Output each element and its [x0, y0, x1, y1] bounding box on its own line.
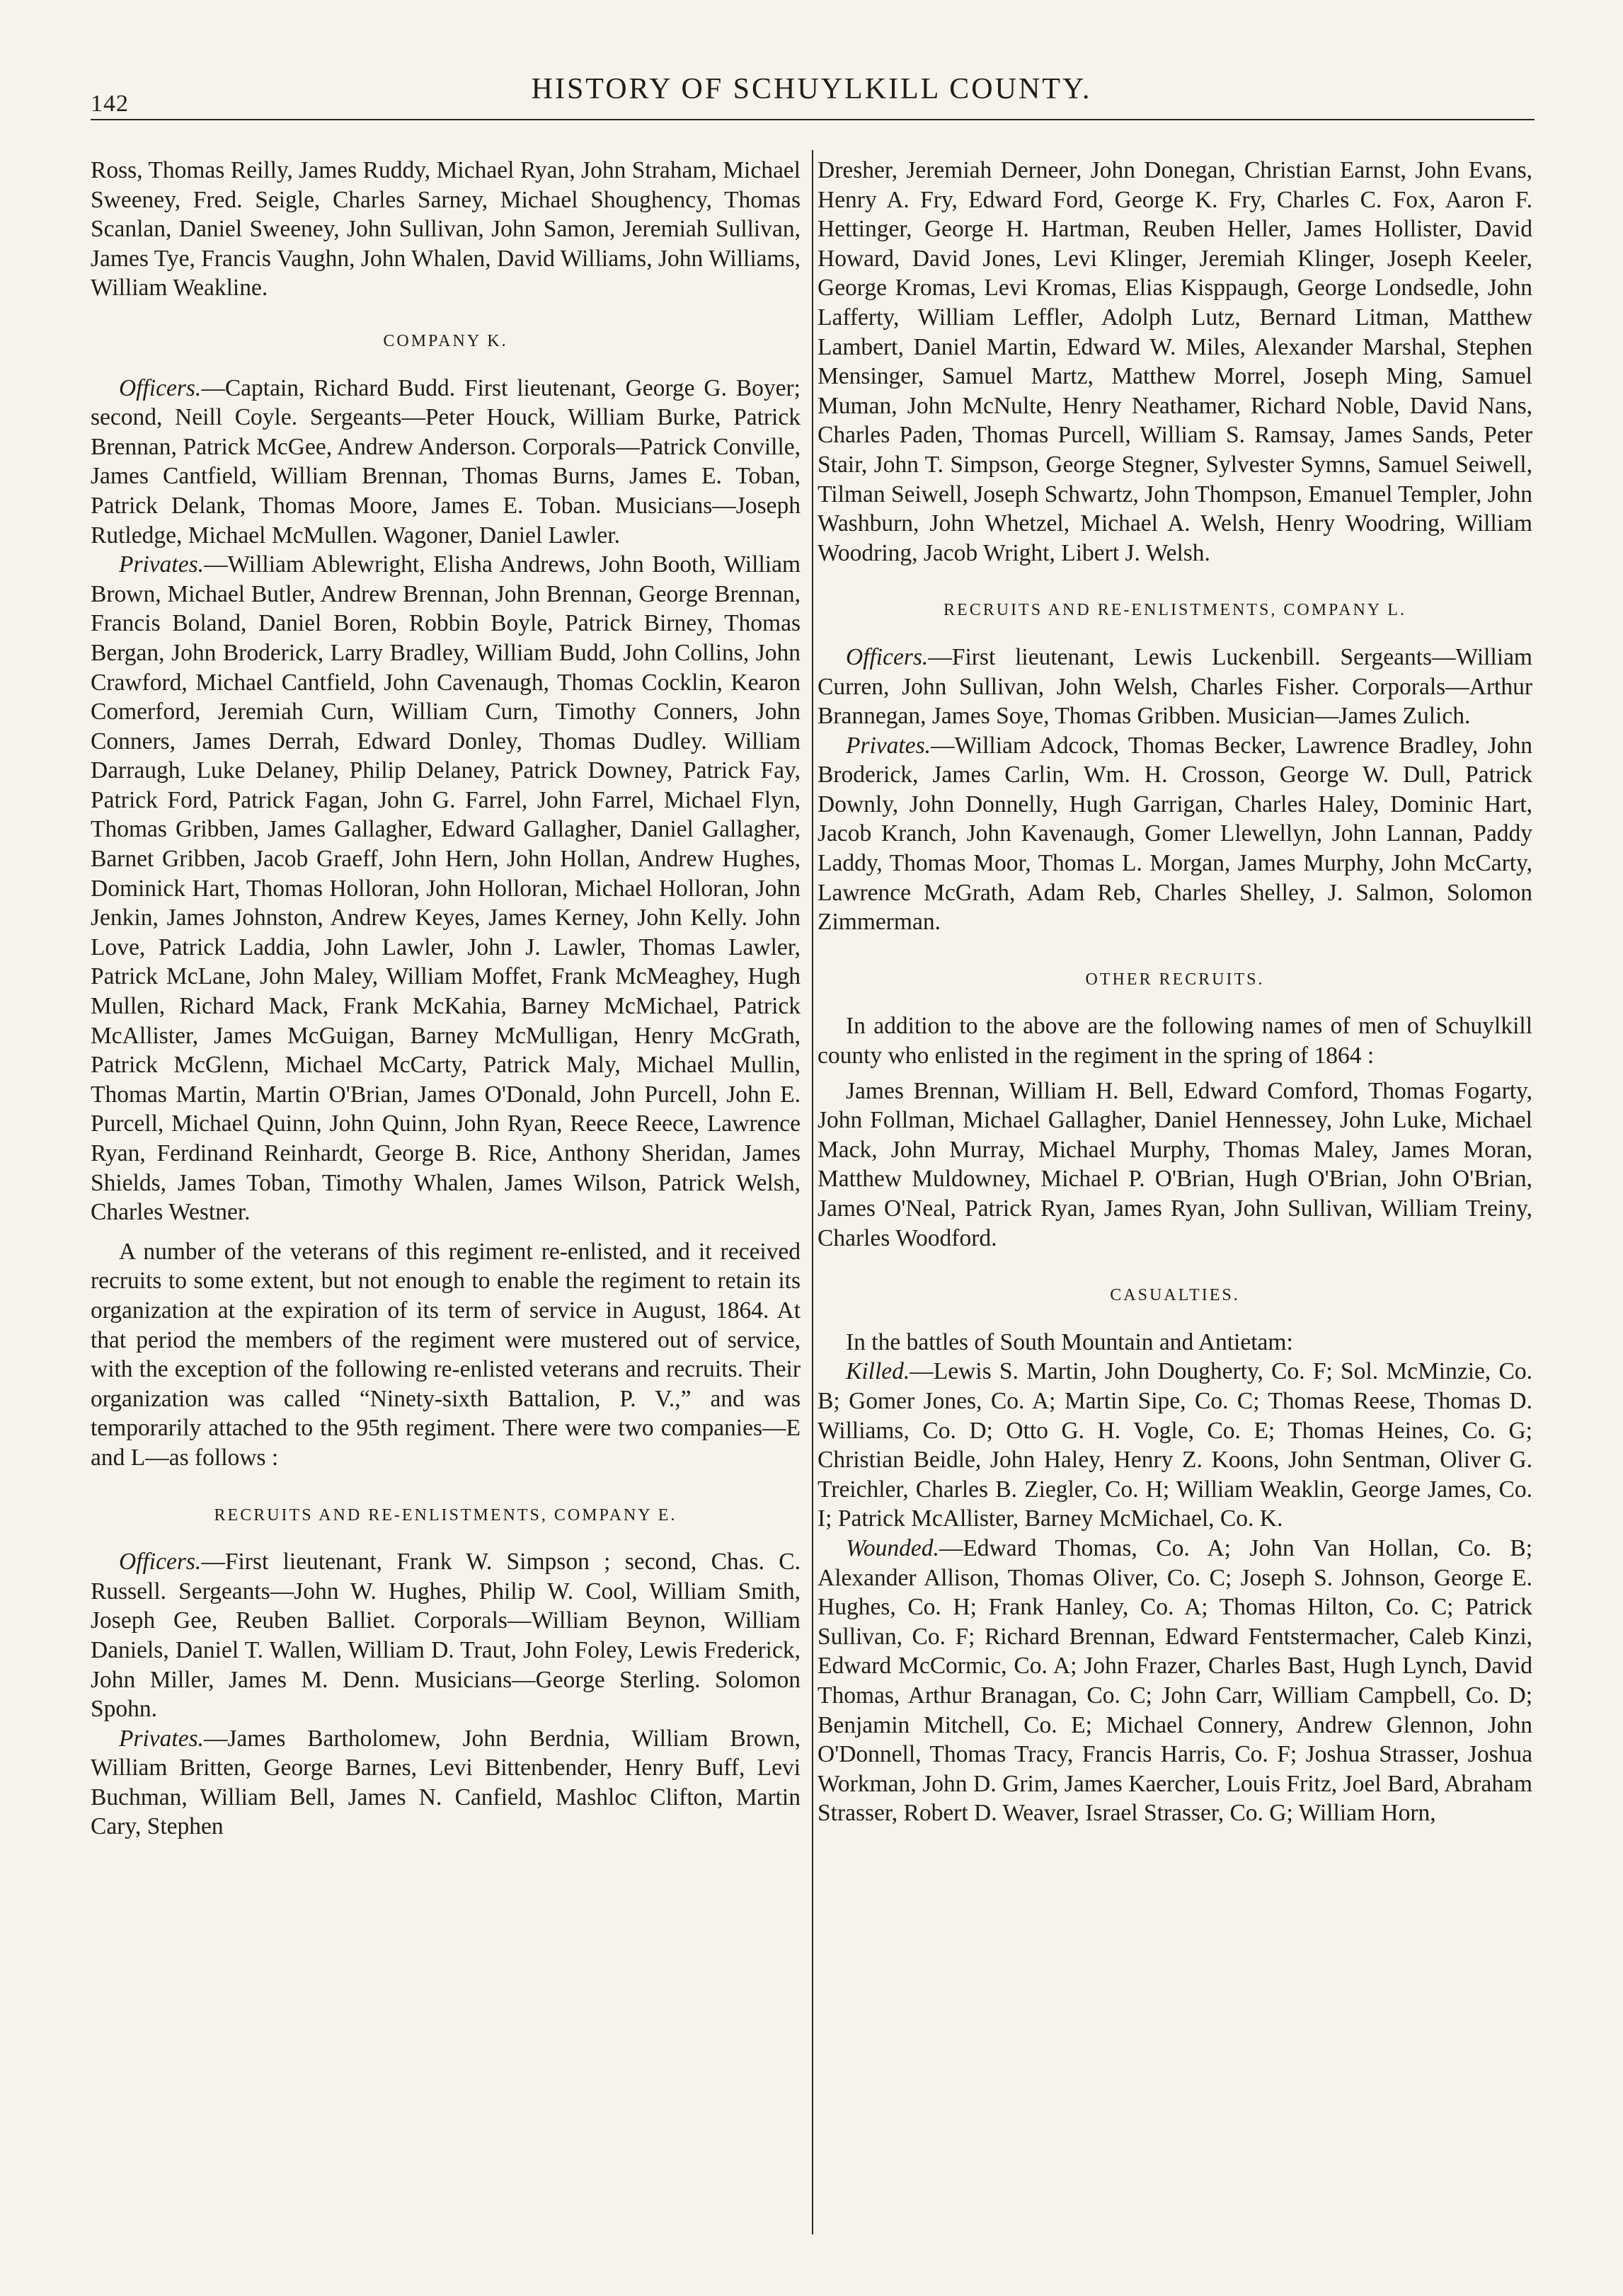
officers-text: —Captain, Richard Budd. First lieutenant, George G. Boyer; second, Neill Coyle. Sergeants—Peter Houck, William Burke, Patrick Brennan, Patrick McGee, Andrew Anderson. Corporals—Patrick Conville, James Cantfield, William Brennan, Thomas Burns, James E. Toban, Patrick Delank, Thomas Moore, James E. Toban. Musicians—Joseph Rutledge, Michael McMullen. Wagoner, Daniel Lawler.: [91, 374, 801, 549]
company-k-officers: [91, 374, 801, 551]
killed-text: —Lewis S. Martin, John Dougherty, Co. F; Sol. McMinzie, Co. B; Gomer Jones, Co. A; Martin Sipe, Co. C; Thomas Reese, Thomas D. Williams, Co. D; Otto G. H. Vogle, Co. E; Thomas Heines, Co. G; Christian Beidle, John Haley, Henry Z. Koons, John Sentman, Oliver G. Treichler, Charles B. Ziegler, Co. H; William Weaklin, George James, Co. I; Patrick McAllister, Barney McMichael, Co. K.: [818, 1358, 1532, 1532]
company-k-privates: [91, 550, 801, 1227]
officers-label: Officers.: [119, 1549, 202, 1575]
right-column: [818, 156, 1532, 1828]
privates-label: Privates.: [846, 732, 931, 759]
paragraph-company-e-continued: Dresher, Jeremiah Derneer, John Donegan, Christian Earnst, John Evans, Henry A. Fry, Edward Ford, George K. Fry, Charles C. Fox, Aaron F. Hettinger, George H. Hartman, Reuben Heller, James Hollister, David Howard, David Jones, Levi Klinger, Jeremiah Klinger, Joseph Keeler, George Kromas, Levi Kromas, Elias Kisppaugh, George Londsedle, John Lafferty, William Leffler, Adolph Lutz, Bernard Litman, Matthew Lambert, Daniel Martin, Edward W. Miles, Alexander Marshal, Stephen Mensinger, Samuel Martz, Matthew Morrel, Joseph Ming, Samuel Muman, John McNulte, Henry Neathamer, Richard Noble, David Nans, Charles Paden, Thomas Purcell, William S. Ramsay, James Sands, Peter Stair, John T. Simpson, George Stegner, Sylvester Symns, Samuel Seiwell, Tilman Seiwell, Joseph Schwartz, John Thompson, Emanuel Templer, John Washburn, John Whetzel, Michael A. Welsh, Henry Woodring, William Woodring, Jacob Wright, Libert J. Welsh.: [818, 157, 1532, 566]
casualties-killed: [818, 1357, 1532, 1534]
privates-label: Privates.: [119, 551, 205, 578]
heading-company-l: RECRUITS AND RE-ENLISTMENTS, COMPANY L.: [944, 601, 1406, 620]
heading-company-k: COMPANY K.: [383, 331, 508, 350]
paragraph-company-i-continued: Ross, Thomas Reilly, James Ruddy, Michael Ryan, John Straham, Michael Sweeney, Fred. Seigle, Charles Sarney, Michael Shoughency, Thomas Scanlan, Daniel Sweeney, John Sullivan, John Samon, Jeremiah Sullivan, James Tye, Francis Vaughn, John Whalen, David Williams, John Williams, William Weakline.: [91, 157, 801, 302]
officers-text: —First lieutenant, Frank W. Simpson ; second, Chas. C. Russell. Sergeants—John W. Hughes, Philip W. Cool, William Smith, Joseph Gee, Reuben Balliet. Corporals—William Beynon, William Daniels, Daniel T. Wallen, William D. Traut, John Foley, Lewis Frederick, John Miller, James M. Denn. Musicians—George Sterling. Solomon Spohn.: [91, 1549, 801, 1723]
privates-text: —William Ablewright, Elisha Andrews, John Booth, William Brown, Michael Butler, Andrew Brennan, John Brennan, George Brennan, Francis Boland, Daniel Boren, Robbin Boyle, Patrick Birney, Thomas Bergan, John Broderick, Larry Bradley, William Budd, John Collins, John Crawford, Michael Cantfield, John Cavenaugh, Thomas Cocklin, Kearon Comerford, Jeremiah Curn, William Curn, Timothy Conners, John Conners, James Derrah, Edward Donley, Thomas Dudley. William Darraugh, Luke Delaney, Philip Delaney, Patrick Downey, Patrick Fay, Patrick Ford, Patrick Fagan, John G. Farrel, John Farrel, Michael Flyn, Thomas Gribben, James Gallagher, Edward Gallagher, Daniel Gallagher, Barnet Gribben, Jacob Graeff, John Hern, John Hollan, Andrew Hughes, Dominick Hart, Thomas Holloran, John Holloran, Michael Holloran, John Jenkin, James Johnston, Andrew Keyes, James Kerney, John Kelly. John Love, Patrick Laddia, John Lawler, John J. Lawler, Thomas Lawler, Patrick McLane, John Maley, William Moffet, Frank McMeaghey, Hugh Mullen, Richard Mack, Frank McKahia, Barney McMichael, Patrick McAllister, James McGuigan, Barney McMulligan, Henry McGrath, Patrick McGlenn, Michael McCarty, Patrick Maly, Michael Mullin, Thomas Martin, Martin O'Brian, James O'Donald, John Purcell, John E. Purcell, Michael Quinn, John Quinn, John Ryan, Reece Reece, Lawrence Ryan, Ferdinand Reinhardt, George B. Rice, Anthony Sheridan, James Shields, James Toban, Timothy Whalen, James Wilson, Patrick Welsh, Charles Westner.: [91, 551, 801, 1226]
officers-label: Officers.: [846, 643, 929, 670]
paragraph-veterans: A number of the veterans of this regiment re-enlisted, and it received recruits to some extent, but not enough to enable the regiment to retain its organization at the expiration of its term of service in August, 1864. At that period the members of the regiment were mustered out of service, with the exception of the following re-enlisted veterans and recruits. Their organization was called “Ninety-sixth Battalion, P. V.,” and was temporarily attached to the 95th regiment. There were two companies—E and L—as follows :: [91, 1238, 801, 1471]
company-e-officers: [91, 1547, 801, 1724]
paragraph-other-recruits-intro: In addition to the above are the following names of men of Schuylkill county who enlisted in the regiment in the spring of 1864 :: [818, 1013, 1532, 1069]
paragraph-battles: In the battles of South Mountain and Antietam:: [846, 1328, 1293, 1355]
privates-text: —William Adcock, Thomas Becker, Lawrence Bradley, John Broderick, James Carlin, Wm. H. Crosson, George W. Dull, Patrick Downly, John Donnelly, Hugh Garrigan, Charles Haley, Dominic Hart, Jacob Kranch, John Kavenaugh, Gomer Llewellyn, John Lannan, Paddy Laddy, Thomas Moor, Thomas L. Morgan, James Murphy, John McCarty, Lawrence McGrath, Adam Reb, Charles Shelley, J. Salmon, Solomon Zimmerman.: [818, 732, 1532, 936]
officers-label: Officers.: [119, 374, 202, 401]
wounded-label: Wounded.: [846, 1534, 939, 1561]
heading-casualties: CASUALTIES.: [1110, 1286, 1240, 1305]
company-e-privates: [91, 1724, 801, 1842]
wounded-text: —Edward Thomas, Co. A; John Van Hollan, Co. B; Alexander Allison, Thomas Oliver, Co. C; Joseph S. Johnson, George E. Hughes, Co. H; Frank Hanley, Co. A; Thomas Hilton, Co. C; Patrick Sullivan, Co. F; Richard Brennan, Edward Fentstermacher, Caleb Kinzi, Edward McCormic, Co. A; John Frazer, Charles Bast, Hugh Lynch, David Thomas, Arthur Branagan, Co. C; John Carr, William Campbell, Co. D; Benjamin Mitchell, Co. E; Michael Connery, Andrew Glennon, John O'Donnell, Thomas Tracy, Francis Harris, Co. F; Joshua Strasser, Joshua Workman, John D. Grim, James Kaercher, Louis Fritz, Joel Bard, Abraham Strasser, Robert D. Weaver, Israel Strasser, Co. G; William Horn,: [818, 1534, 1532, 1827]
privates-text: —James Bartholomew, John Berdnia, William Brown, William Britten, George Barnes, Levi Bittenbender, Henry Buff, Levi Buchman, William Bell, James N. Canfield, Mashloc Clifton, Martin Cary, Stephen: [91, 1725, 801, 1840]
paragraph-other-recruits-names: James Brennan, William H. Bell, Edward Comford, Thomas Fogarty, John Follman, Michael Gallagher, Daniel Hennessey, John Luke, Michael Mack, John Murray, Michael Murphy, Thomas Maley, James Moran, Matthew Muldowney, Michael P. O'Brian, Hugh O'Brian, John O'Brian, James O'Neal, Patrick Ryan, James Ryan, John Sullivan, William Treiny, Charles Woodford.: [818, 1077, 1532, 1251]
header-rule: [91, 119, 1535, 120]
company-l-privates: [818, 731, 1532, 937]
company-l-officers: [818, 643, 1532, 731]
casualties-wounded: [818, 1534, 1532, 1828]
column-divider: [812, 150, 813, 2234]
heading-other-recruits: OTHER RECRUITS.: [1085, 970, 1265, 989]
killed-label: Killed.: [846, 1358, 910, 1385]
running-head: HISTORY OF SCHUYLKILL COUNTY.: [531, 73, 1092, 105]
left-column: [91, 156, 801, 1842]
heading-company-e: RECRUITS AND RE-ENLISTMENTS, COMPANY E.: [214, 1505, 677, 1525]
page-number: 142: [91, 91, 129, 117]
officers-text: —First lieutenant, Lewis Luckenbill. Sergeants—William Curren, John Sullivan, John Welsh, Charles Fisher. Corporals—Arthur Brannegan, James Soye, Thomas Gribben. Musician—James Zulich.: [818, 643, 1532, 730]
privates-label: Privates.: [119, 1725, 205, 1752]
